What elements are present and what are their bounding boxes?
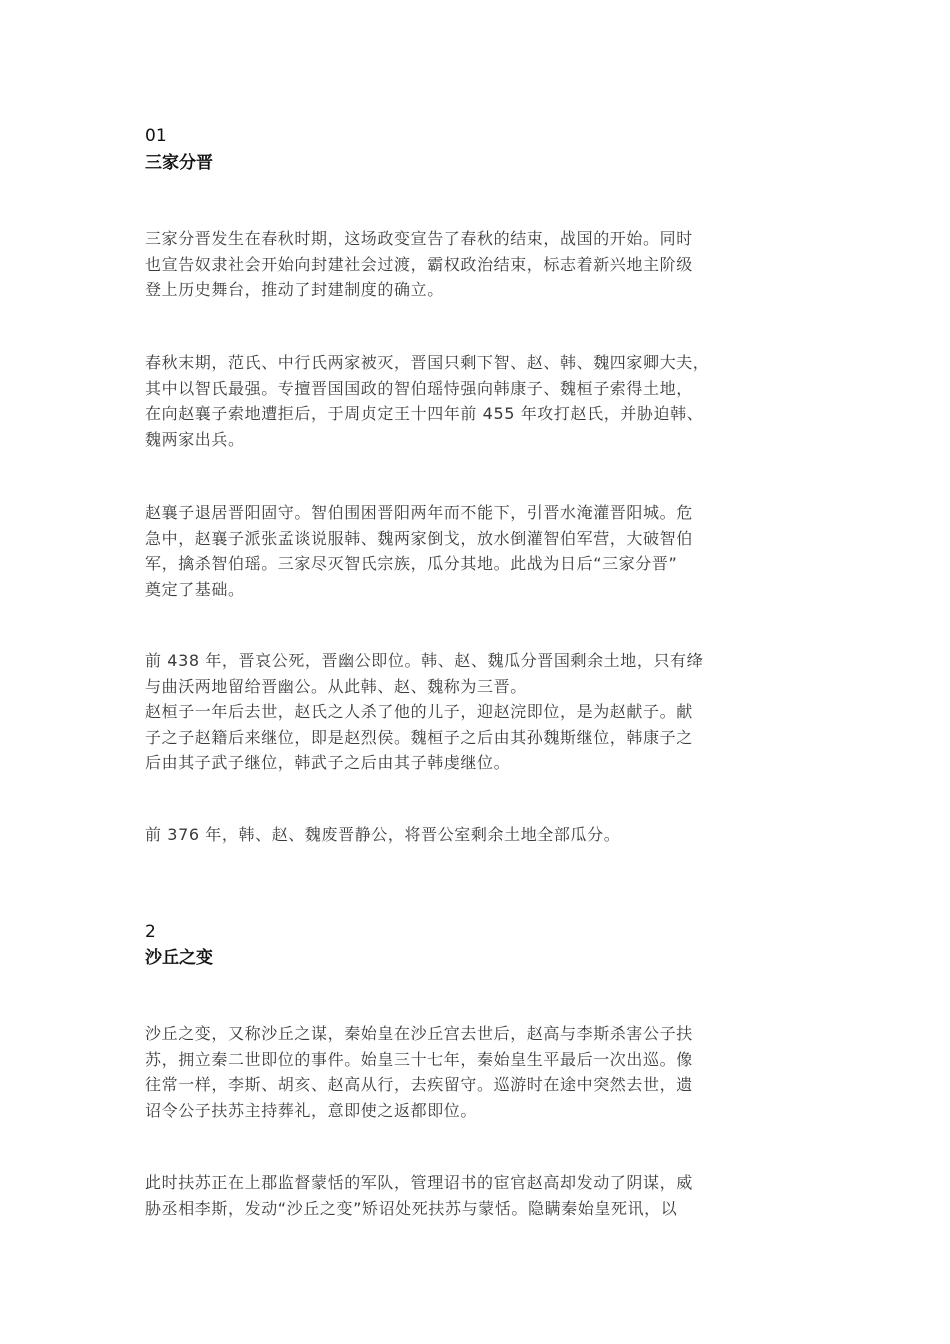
- paragraph: [145, 1021, 795, 1123]
- text-line: 此时扶苏正在上郡监督蒙恬的军队，管理诏书的宦官赵高却发动了阴谋，威: [145, 1173, 693, 1192]
- text-line: 在向赵襄子索地遭拒后，于周贞定王十四年前 455 年攻打赵氏，并胁迫韩、: [145, 404, 704, 423]
- text-line: 子之子赵籍后来继位，即是赵烈侯。魏桓子之后由其孙魏斯继位，韩康子之: [145, 727, 693, 747]
- text-line: 也宣告奴隶社会开始向封建社会过渡，霸权政治结束，标志着新兴地主阶级: [145, 254, 693, 274]
- text-line: 前 376 年，韩、赵、魏废晋静公，将晋公室剩余土地全部瓜分。: [145, 825, 621, 844]
- section-number: 2: [145, 922, 156, 942]
- text-line: 沙丘之变，又称沙丘之谋，秦始皇在沙丘宫去世后，赵高与李斯杀害公子扶: [145, 1024, 693, 1043]
- text-line: 其中以智氏最强。专擅晋国国政的智伯瑶恃强向韩康子、魏桓子索得土地，: [145, 378, 693, 398]
- text-line: 军，擒杀智伯瑶。三家尽灭智氏宗族，瓜分其地。此战为日后“三家分晋”: [145, 554, 678, 573]
- paragraph: [145, 648, 795, 776]
- text-line: 登上历史舞台，推动了封建制度的确立。: [145, 280, 444, 299]
- text-line: 诏令公子扶苏主持葬礼，意即使之返都即位。: [145, 1100, 478, 1120]
- text-line: 奠定了基础。: [145, 579, 245, 599]
- paragraph: [145, 350, 795, 452]
- text-line: 与曲沃两地留给晋幽公。从此韩、赵、魏称为三晋。: [145, 676, 527, 696]
- section-title: 三家分晋: [145, 153, 213, 173]
- paragraph: [145, 1170, 795, 1221]
- section-number: 01: [145, 126, 167, 146]
- section-title: 沙丘之变: [145, 948, 213, 968]
- text-line: 后由其子武子继位，韩武子之后由其子韩虔继位。: [145, 753, 511, 772]
- text-line: 春秋末期，范氏、中行氏两家被灭，晋国只剩下智、赵、韩、魏四家卿大夫，: [145, 353, 710, 372]
- paragraph: [145, 822, 795, 848]
- text-line: 急中，赵襄子派张孟谈说服韩、魏两家倒戈，放水倒灌智伯军营，大破智伯: [145, 528, 693, 548]
- text-line: 魏两家出兵。: [145, 429, 245, 449]
- text-line: 往常一样，李斯、胡亥、赵高从行，去疾留守。巡游时在途中突然去世，遗: [145, 1075, 693, 1094]
- text-line: 赵襄子退居晋阳固守。智伯围困晋阳两年而不能下，引晋水淹灌晋阳城。危: [145, 503, 693, 522]
- paragraph: [145, 226, 795, 303]
- text-line: 苏，拥立秦二世即位的事件。始皇三十七年，秦始皇生平最后一次出巡。像: [145, 1049, 693, 1069]
- paragraph: [145, 500, 795, 602]
- text-line: 前 438 年，晋哀公死，晋幽公即位。韩、赵、魏瓜分晋国剩余土地，只有绛: [145, 651, 704, 670]
- text-line: 胁丞相李斯，发动“沙丘之变”矫诏处死扶苏与蒙恬。隐瞒秦始皇死讯，以: [145, 1198, 678, 1218]
- text-line: 赵桓子一年后去世，赵氏之人杀了他的儿子，迎赵浣即位，是为赵献子。献: [145, 702, 693, 721]
- text-line: 三家分晋发生在春秋时期，这场政变宣告了春秋的结束，战国的开始。同时: [145, 229, 693, 248]
